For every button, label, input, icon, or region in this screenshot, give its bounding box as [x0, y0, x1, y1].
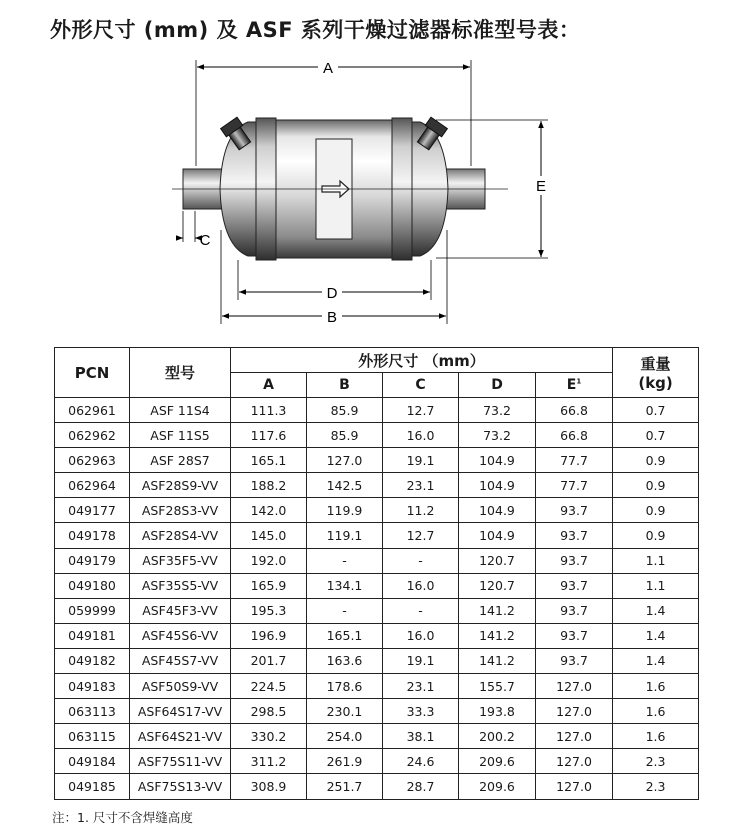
weight-cell: 1.6	[613, 699, 699, 724]
model-cell: ASF45S7-VV	[130, 648, 231, 673]
e-cell: 66.8	[536, 423, 613, 448]
dimension-e-label: E	[535, 178, 547, 195]
e-cell: 93.7	[536, 548, 613, 573]
header-weight-line1: 重量	[640, 355, 671, 373]
table-body	[55, 398, 699, 800]
model-cell: ASF28S3-VV	[130, 498, 231, 523]
d-cell: 141.2	[459, 623, 536, 648]
b-cell: 119.1	[307, 523, 383, 548]
e-cell: 127.0	[536, 699, 613, 724]
pcn-cell: 049184	[55, 749, 130, 774]
weight-cell: 1.4	[613, 623, 699, 648]
pcn-cell: 062962	[55, 423, 130, 448]
table-row	[55, 648, 699, 673]
dimension-d-label: D	[326, 285, 338, 302]
e-cell: 93.7	[536, 573, 613, 598]
a-cell: 188.2	[231, 473, 307, 498]
b-cell: 254.0	[307, 724, 383, 749]
weight-cell: 2.3	[613, 774, 699, 799]
d-cell: 104.9	[459, 448, 536, 473]
pcn-cell: 062963	[55, 448, 130, 473]
a-cell: 298.5	[231, 699, 307, 724]
table-row	[55, 774, 699, 799]
c-cell: 23.1	[383, 473, 459, 498]
table-row	[55, 398, 699, 423]
a-cell: 165.9	[231, 573, 307, 598]
e-cell: 93.7	[536, 523, 613, 548]
a-cell: 224.5	[231, 674, 307, 699]
header-weight-line2: (kg)	[638, 374, 673, 392]
a-cell: 165.1	[231, 448, 307, 473]
header-e-footnote-mark: 1	[576, 377, 582, 386]
footnote: 注：1. 尺寸不含焊缝高度	[52, 810, 193, 825]
model-cell: ASF 28S7	[130, 448, 231, 473]
b-cell: 134.1	[307, 573, 383, 598]
e-cell: 127.0	[536, 774, 613, 799]
weight-cell: 1.1	[613, 573, 699, 598]
pcn-cell: 049182	[55, 648, 130, 673]
a-cell: 201.7	[231, 648, 307, 673]
d-cell: 200.2	[459, 724, 536, 749]
header-dimensions-group: 外形尺寸 （mm）	[231, 348, 613, 373]
pcn-cell: 059999	[55, 598, 130, 623]
weight-cell: 1.4	[613, 648, 699, 673]
table-row	[55, 674, 699, 699]
b-cell: 85.9	[307, 423, 383, 448]
d-cell: 155.7	[459, 674, 536, 699]
dimension-a-label: A	[322, 60, 334, 77]
table-row	[55, 573, 699, 598]
header-e-text: E	[566, 377, 577, 393]
b-cell: 165.1	[307, 623, 383, 648]
d-cell: 120.7	[459, 548, 536, 573]
d-cell: 209.6	[459, 749, 536, 774]
pcn-cell: 062964	[55, 473, 130, 498]
pcn-cell: 062961	[55, 398, 130, 423]
a-cell: 196.9	[231, 623, 307, 648]
e-cell: 77.7	[536, 473, 613, 498]
weight-cell: 1.1	[613, 548, 699, 573]
header-a: A	[231, 373, 307, 398]
specification-table	[54, 347, 699, 800]
e-cell: 77.7	[536, 448, 613, 473]
a-cell: 192.0	[231, 548, 307, 573]
e-cell: 93.7	[536, 623, 613, 648]
weight-cell: 0.9	[613, 473, 699, 498]
c-cell: 11.2	[383, 498, 459, 523]
a-cell: 308.9	[231, 774, 307, 799]
c-cell: 19.1	[383, 448, 459, 473]
model-cell: ASF45F3-VV	[130, 598, 231, 623]
weight-cell: 1.6	[613, 724, 699, 749]
b-cell: 230.1	[307, 699, 383, 724]
b-cell: -	[307, 548, 383, 573]
d-cell: 209.6	[459, 774, 536, 799]
weight-cell: 0.9	[613, 448, 699, 473]
c-cell: 33.3	[383, 699, 459, 724]
a-cell: 142.0	[231, 498, 307, 523]
d-cell: 141.2	[459, 598, 536, 623]
pcn-cell: 049183	[55, 674, 130, 699]
c-cell: -	[383, 598, 459, 623]
c-cell: 24.6	[383, 749, 459, 774]
table-row	[55, 598, 699, 623]
d-cell: 104.9	[459, 473, 536, 498]
a-cell: 195.3	[231, 598, 307, 623]
e-cell: 93.7	[536, 498, 613, 523]
header-b: B	[307, 373, 383, 398]
pcn-cell: 049181	[55, 623, 130, 648]
e-cell: 93.7	[536, 598, 613, 623]
b-cell: 261.9	[307, 749, 383, 774]
weight-cell: 0.9	[613, 523, 699, 548]
model-cell: ASF75S13-VV	[130, 774, 231, 799]
header-model: 型号	[130, 348, 231, 398]
d-cell: 104.9	[459, 498, 536, 523]
c-cell: 16.0	[383, 623, 459, 648]
table-row	[55, 548, 699, 573]
d-cell: 104.9	[459, 523, 536, 548]
header-c: C	[383, 373, 459, 398]
table-row	[55, 623, 699, 648]
c-cell: 23.1	[383, 674, 459, 699]
table-row	[55, 423, 699, 448]
header-d: D	[459, 373, 536, 398]
model-cell: ASF 11S4	[130, 398, 231, 423]
model-cell: ASF64S17-VV	[130, 699, 231, 724]
e-cell: 127.0	[536, 674, 613, 699]
c-cell: 12.7	[383, 523, 459, 548]
pcn-cell: 049185	[55, 774, 130, 799]
dimension-c-label: C	[199, 232, 211, 249]
a-cell: 111.3	[231, 398, 307, 423]
weight-cell: 0.7	[613, 423, 699, 448]
header-e	[536, 373, 613, 398]
header-pcn: PCN	[55, 348, 130, 398]
model-cell: ASF75S11-VV	[130, 749, 231, 774]
pcn-cell: 063115	[55, 724, 130, 749]
e-cell: 93.7	[536, 648, 613, 673]
model-cell: ASF28S9-VV	[130, 473, 231, 498]
weight-cell: 2.3	[613, 749, 699, 774]
b-cell: 142.5	[307, 473, 383, 498]
d-cell: 193.8	[459, 699, 536, 724]
d-cell: 73.2	[459, 423, 536, 448]
c-cell: 16.0	[383, 423, 459, 448]
table-row	[55, 699, 699, 724]
table-row	[55, 498, 699, 523]
c-cell: 28.7	[383, 774, 459, 799]
a-cell: 117.6	[231, 423, 307, 448]
c-cell: 38.1	[383, 724, 459, 749]
model-cell: ASF35F5-VV	[130, 548, 231, 573]
pcn-cell: 063113	[55, 699, 130, 724]
b-cell: -	[307, 598, 383, 623]
weight-cell: 0.9	[613, 498, 699, 523]
pcn-cell: 049178	[55, 523, 130, 548]
e-cell: 127.0	[536, 749, 613, 774]
weight-cell: 1.4	[613, 598, 699, 623]
b-cell: 119.9	[307, 498, 383, 523]
e-cell: 66.8	[536, 398, 613, 423]
table-row	[55, 749, 699, 774]
b-cell: 127.0	[307, 448, 383, 473]
pcn-cell: 049177	[55, 498, 130, 523]
model-cell: ASF35S5-VV	[130, 573, 231, 598]
filter-drier-dimension-drawing	[0, 50, 750, 345]
c-cell: 16.0	[383, 573, 459, 598]
page-title: 外形尺寸 (mm) 及 ASF 系列干燥过滤器标准型号表：	[50, 18, 581, 42]
weight-cell: 1.6	[613, 674, 699, 699]
pcn-cell: 049179	[55, 548, 130, 573]
weight-cell: 0.7	[613, 398, 699, 423]
a-cell: 311.2	[231, 749, 307, 774]
model-cell: ASF28S4-VV	[130, 523, 231, 548]
d-cell: 73.2	[459, 398, 536, 423]
table-row	[55, 473, 699, 498]
d-cell: 141.2	[459, 648, 536, 673]
dimension-b-label: B	[326, 309, 338, 326]
a-cell: 330.2	[231, 724, 307, 749]
e-cell: 127.0	[536, 724, 613, 749]
d-cell: 120.7	[459, 573, 536, 598]
model-cell: ASF 11S5	[130, 423, 231, 448]
a-cell: 145.0	[231, 523, 307, 548]
b-cell: 251.7	[307, 774, 383, 799]
model-cell: ASF64S21-VV	[130, 724, 231, 749]
model-cell: ASF45S6-VV	[130, 623, 231, 648]
table-row	[55, 448, 699, 473]
pcn-cell: 049180	[55, 573, 130, 598]
c-cell: 12.7	[383, 398, 459, 423]
table-row	[55, 523, 699, 548]
b-cell: 85.9	[307, 398, 383, 423]
c-cell: 19.1	[383, 648, 459, 673]
b-cell: 178.6	[307, 674, 383, 699]
model-cell: ASF50S9-VV	[130, 674, 231, 699]
header-weight	[613, 348, 699, 398]
b-cell: 163.6	[307, 648, 383, 673]
table-row	[55, 724, 699, 749]
c-cell: -	[383, 548, 459, 573]
